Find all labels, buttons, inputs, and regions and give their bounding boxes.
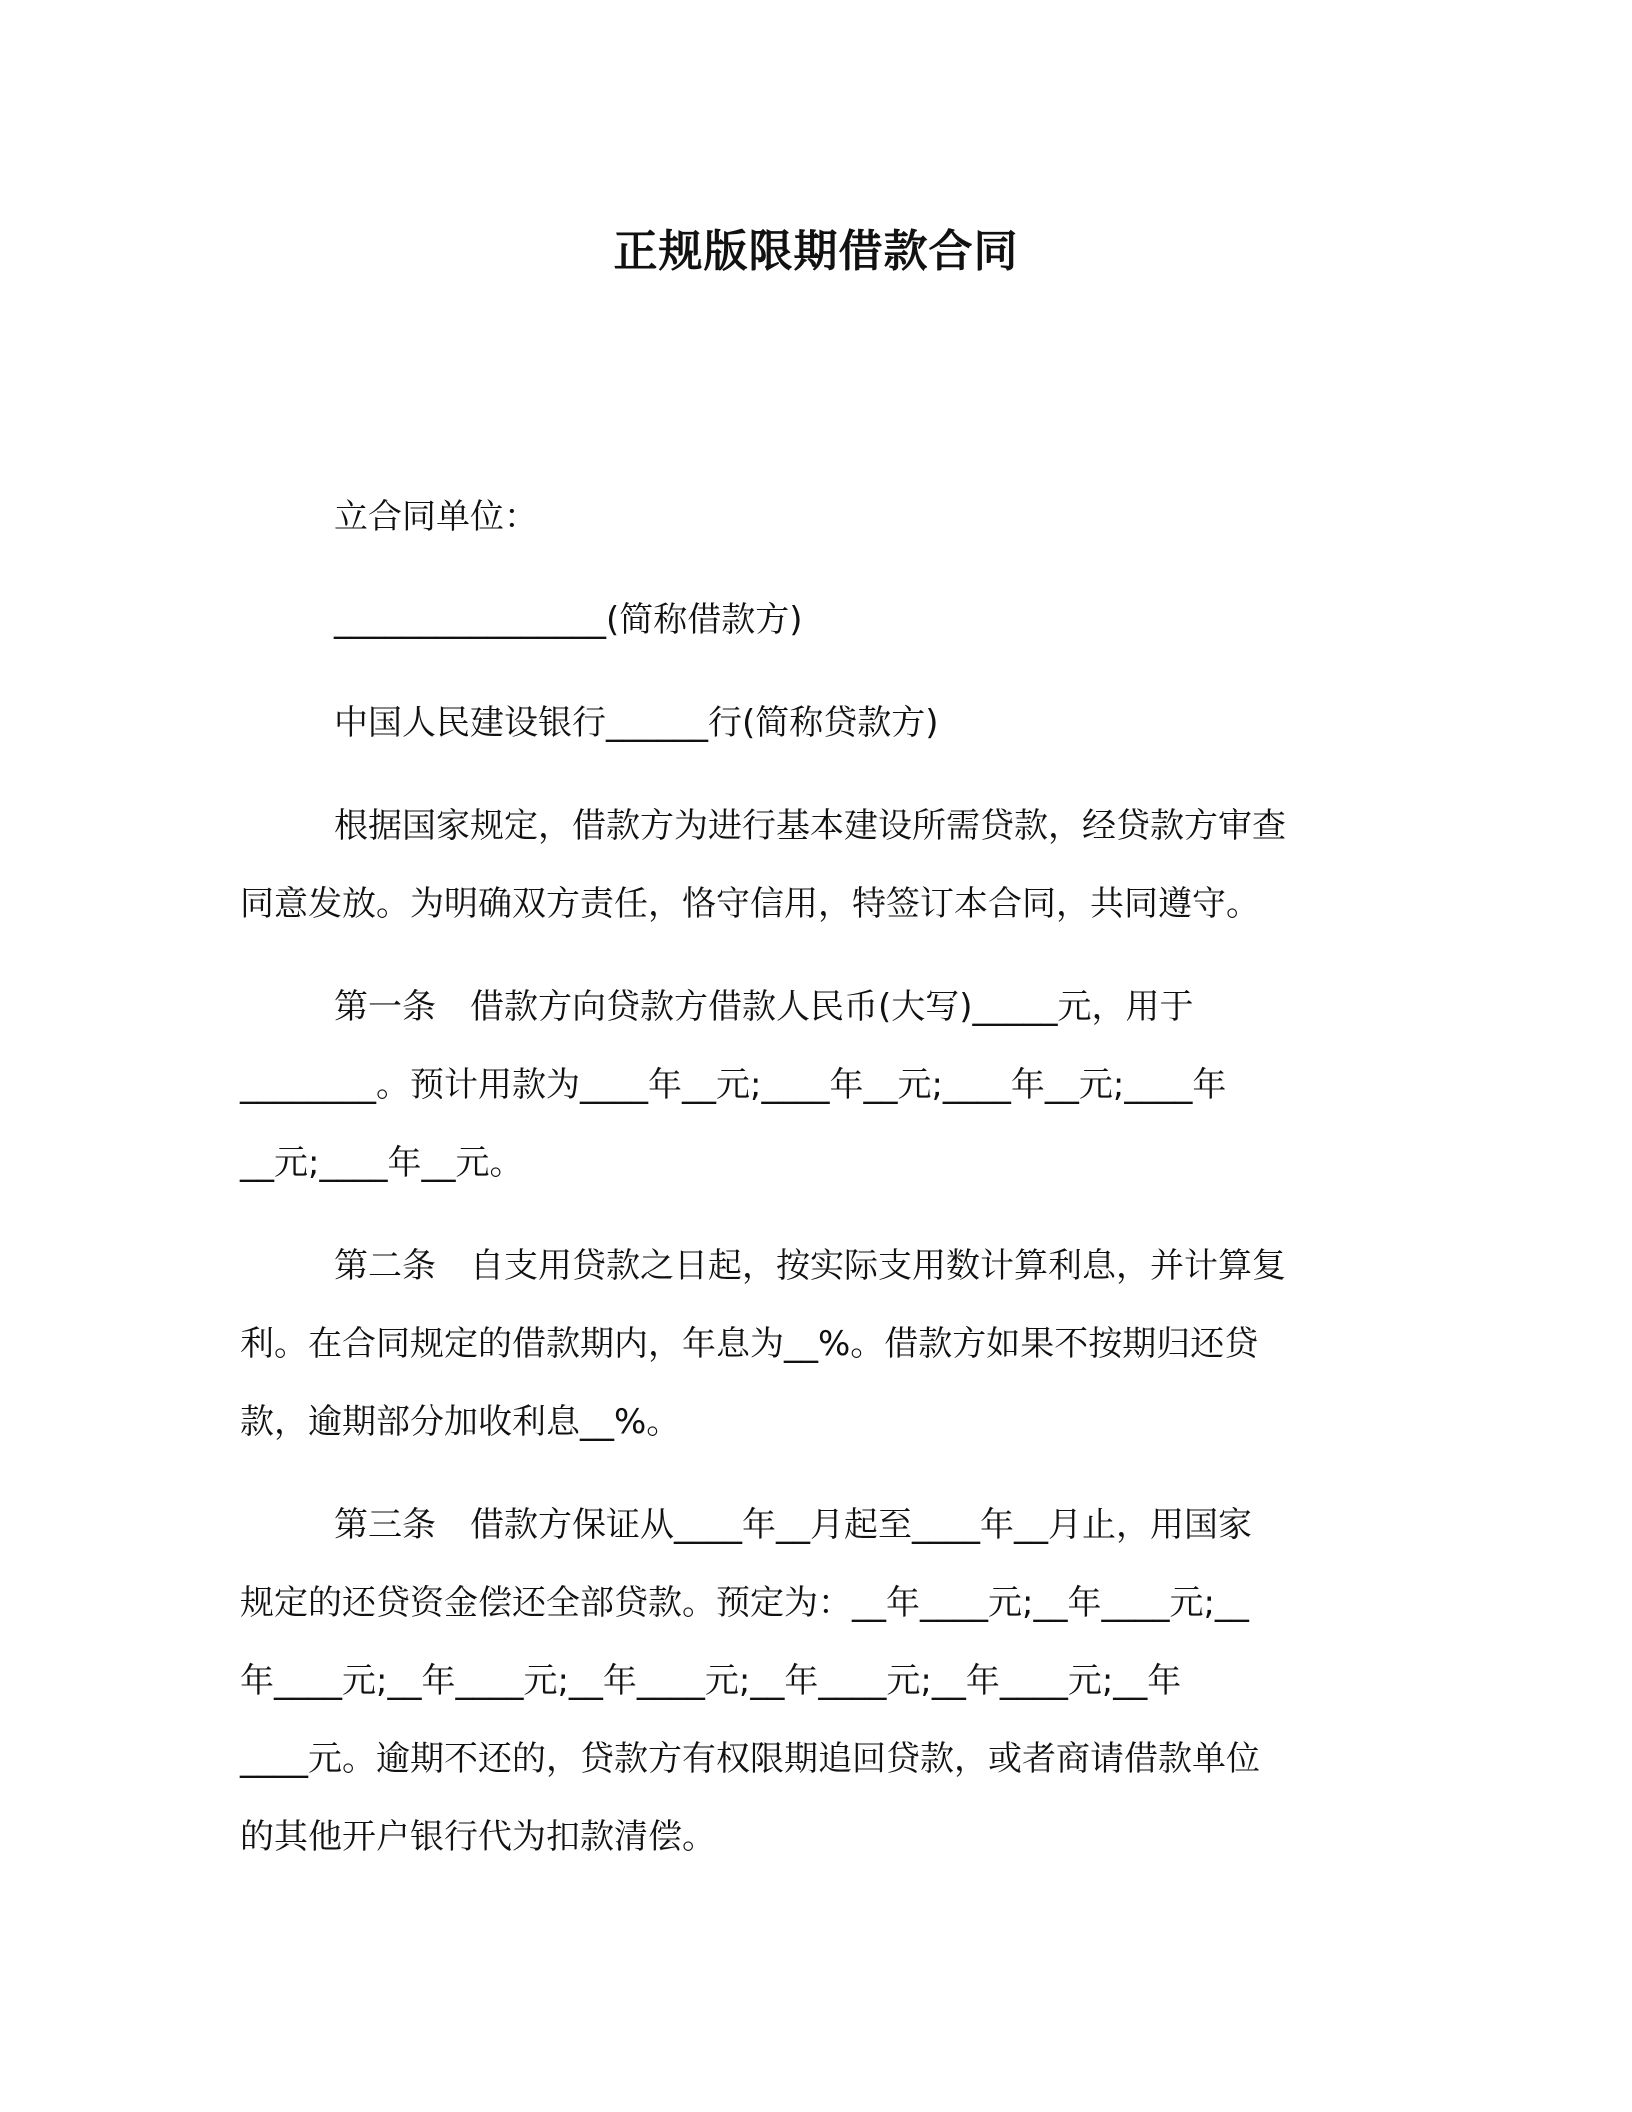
- article-1-line: __元;____年__元。: [240, 1143, 524, 1183]
- document-title: 正规版限期借款合同: [613, 226, 1019, 277]
- article-1-line: ________。预计用款为____年__元;____年__元;____年__元;____年: [240, 1065, 1227, 1105]
- article-3-line: ____元。逾期不还的，贷款方有权限期追回贷款，或者商请借款单位: [240, 1739, 1260, 1779]
- parties-heading: 立合同单位：: [334, 497, 538, 537]
- article-3-line: 规定的还贷资金偿还全部贷款。预定为：__年____元;__年____元;__: [240, 1583, 1249, 1623]
- article-3-line: 第三条 借款方保证从____年__月起至____年__月止，用国家: [334, 1505, 1252, 1545]
- article-2-line: 第二条 自支用贷款之日起，按实际支用数计算利息，并计算复: [334, 1246, 1286, 1286]
- article-2-line: 款，逾期部分加收利息__%。: [240, 1402, 681, 1442]
- article-2-line: 利。在合同规定的借款期内，年息为__%。借款方如果不按期归还贷: [240, 1324, 1259, 1364]
- preamble-line: 根据国家规定，借款方为进行基本建设所需贷款，经贷款方审查: [334, 806, 1286, 846]
- article-3-line: 的其他开户银行代为扣款清偿。: [240, 1817, 716, 1857]
- article-1-line: 第一条 借款方向贷款方借款人民币(大写)_____元，用于: [334, 987, 1194, 1027]
- borrower-line: ________________(简称借款方): [334, 600, 803, 640]
- preamble-line: 同意发放。为明确双方责任，恪守信用，特签订本合同，共同遵守。: [240, 884, 1260, 924]
- article-3-line: 年____元;__年____元;__年____元;__年____元;__年____元;__年: [240, 1661, 1182, 1701]
- lender-line: 中国人民建设银行______行(简称贷款方): [334, 703, 939, 743]
